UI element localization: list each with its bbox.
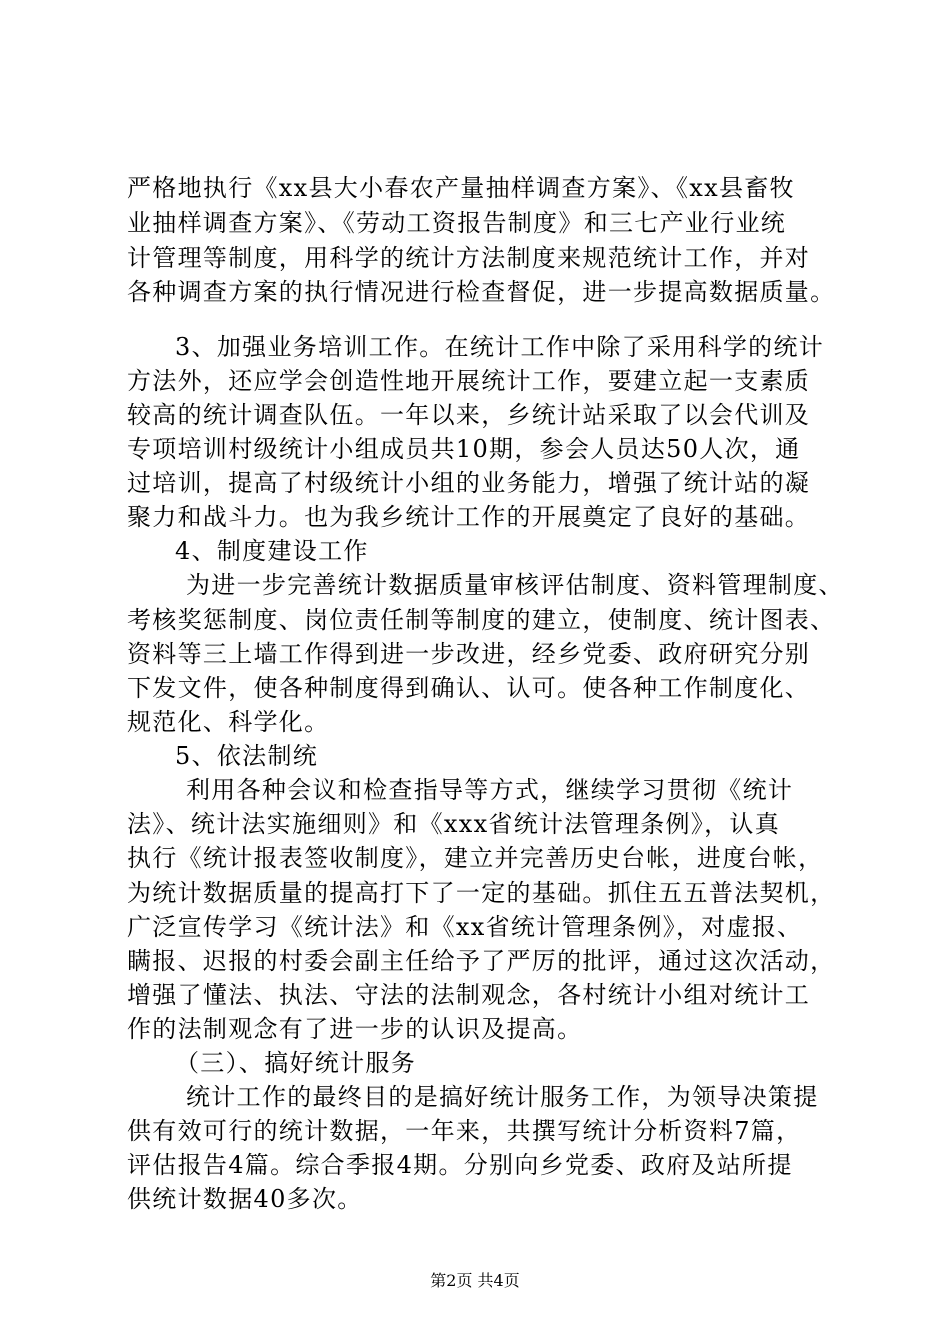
text-line: 统计工作的最终目的是搞好统计服务工作，为领导决策提: [186, 1083, 819, 1111]
text-line: 为进一步完善统计数据质量审核评估制度、资料管理制度、: [186, 571, 844, 599]
text-line: 业抽样调查方案》、《劳动工资报告制度》和三七产业行业统: [127, 209, 787, 237]
text-line: 供统计数据40多次。: [127, 1185, 363, 1213]
text-line: 法》、统计法实施细则》和《xxx省统计法管理条例》，认真: [127, 810, 781, 838]
text-line: 广泛宣传学习《统计法》和《xx省统计管理条例》，对虚报、: [127, 913, 803, 941]
text-line: 方法外，还应学会创造性地开展统计工作，要建立起一支素质: [127, 367, 811, 395]
text-line: 下发文件，使各种制度得到确认、认可。使各种工作制度化、: [127, 674, 811, 702]
text-line: 过培训，提高了村级统计小组的业务能力，增强了统计站的凝: [127, 469, 811, 497]
text-line: 评估报告4篇。综合季报4期。分别向乡党委、政府及站所提: [127, 1151, 793, 1179]
text-line: 瞒报、迟报的村委会副主任给予了严厉的批评，通过这次活动，: [127, 947, 836, 975]
text-line: 考核奖惩制度、岗位责任制等制度的建立，使制度、统计图表、: [127, 606, 836, 634]
text-line: 各种调查方案的执行情况进行检查督促，进一步提高数据质量。: [127, 278, 836, 306]
text-line: 利用各种会议和检查指导等方式，继续学习贯彻《统计: [186, 776, 794, 804]
section-heading: 3、加强业务培训工作。在统计工作中除了采用科学的统计: [175, 333, 825, 361]
text-line: 规范化、科学化。: [127, 708, 330, 736]
section-heading: 4、制度建设工作: [175, 537, 369, 565]
text-line: 计管理等制度，用科学的统计方法制度来规范统计工作，并对: [127, 244, 811, 272]
text-line: 增强了懂法、执法、守法的法制观念，各村统计小组对统计工: [127, 981, 811, 1009]
text-line: 为统计数据质量的提高打下了一定的基础。抓住五五普法契机，: [127, 879, 836, 907]
text-line: 作的法制观念有了进一步的认识及提高。: [127, 1015, 583, 1043]
text-line: 严格地执行《xx县大小春农产量抽样调查方案》、《xx县畜牧: [127, 174, 795, 202]
page-footer: 第2页 共4页: [430, 1271, 520, 1290]
text-line: 专项培训村级统计小组成员共10期，参会人员达50人次，通: [127, 435, 801, 463]
text-line: 执行《统计报表签收制度》，建立并完善历史台帐，进度台帐，: [127, 844, 824, 872]
text-line: 聚力和战斗力。也为我乡统计工作的开展奠定了良好的基础。: [127, 503, 811, 531]
text-line: 较高的统计调查队伍。一年以来，乡统计站采取了以会代训及: [127, 401, 811, 429]
text-line: 资料等三上墙工作得到进一步改进，经乡党委、政府研究分别: [127, 640, 811, 668]
text-line: 供有效可行的统计数据，一年来，共撰写统计分析资料7篇，: [127, 1117, 802, 1145]
section-heading: （三）、搞好统计服务: [175, 1049, 416, 1077]
section-heading: 5、依法制统: [175, 742, 319, 770]
